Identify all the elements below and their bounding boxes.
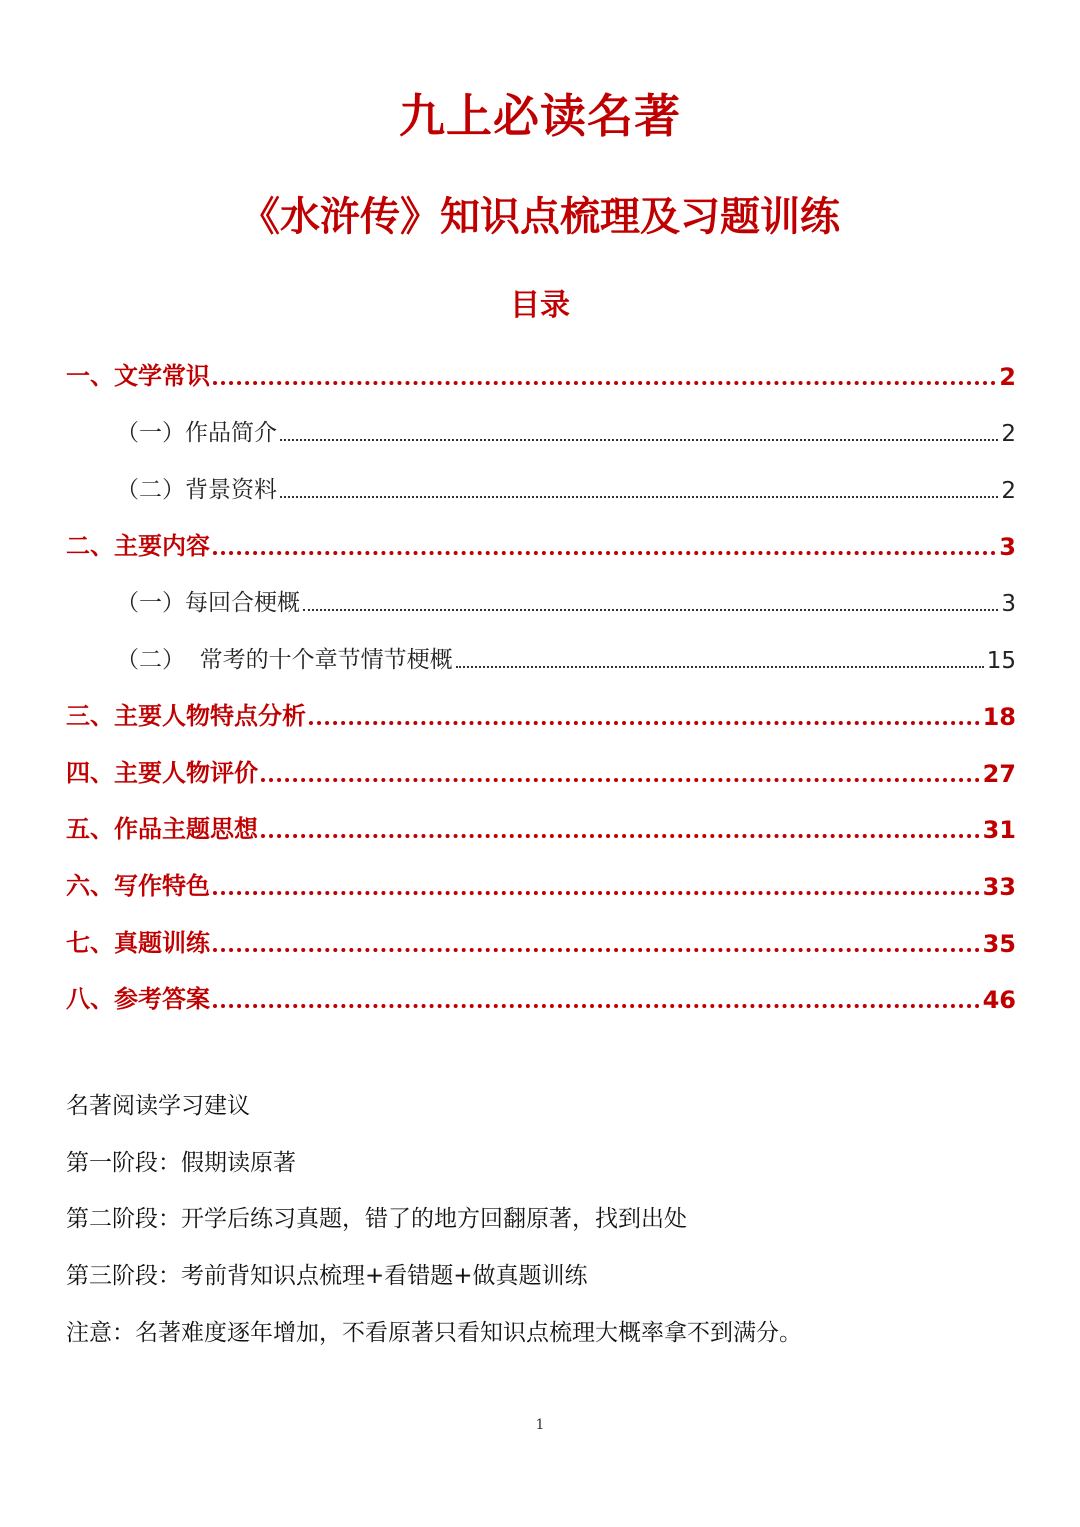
toc-leader-dots bbox=[261, 778, 980, 782]
toc-entry-label: 八、参考答案 bbox=[66, 985, 210, 1014]
toc-leader-dots bbox=[213, 551, 996, 555]
toc-entry-label: 六、写作特色 bbox=[66, 871, 210, 900]
document-title: 九上必读名著 bbox=[399, 89, 681, 143]
toc-entry[interactable] bbox=[66, 686, 1016, 743]
toc-leader-dots bbox=[456, 666, 984, 668]
toc-entry-page: 2 bbox=[1001, 421, 1016, 448]
toc-entry-page: 33 bbox=[982, 872, 1016, 901]
toc-entry-label: 五、作品主题思想 bbox=[66, 815, 258, 844]
toc-entry[interactable] bbox=[66, 346, 1016, 403]
toc-leader-dots bbox=[280, 439, 998, 441]
toc-entry-label: 三、主要人物特点分析 bbox=[66, 701, 306, 730]
advice-line: 注意：名著难度逐年增加，不看原著只看知识点梳理大概率拿不到满分。 bbox=[66, 1319, 802, 1346]
toc-entry-label: 二、主要内容 bbox=[66, 531, 210, 560]
toc-leader-dots bbox=[213, 948, 980, 952]
toc-leader-dots bbox=[303, 609, 998, 611]
toc-entry-label: （二） 常考的十个章节情节梗概 bbox=[116, 647, 453, 674]
toc-leader-dots bbox=[261, 834, 980, 838]
toc-entry[interactable] bbox=[66, 573, 1016, 630]
toc-entry[interactable] bbox=[66, 970, 1016, 1027]
document-subtitle: 《水浒传》知识点梳理及习题训练 bbox=[240, 194, 840, 240]
toc-entry-label: 四、主要人物评价 bbox=[66, 758, 258, 787]
toc-entry[interactable] bbox=[66, 459, 1016, 516]
toc-entry[interactable] bbox=[66, 913, 1016, 970]
toc-leader-dots bbox=[213, 891, 980, 895]
toc-heading: 目录 bbox=[510, 288, 570, 323]
toc-entry[interactable] bbox=[66, 403, 1016, 460]
toc-entry-page: 27 bbox=[982, 759, 1016, 788]
toc-entry-page: 18 bbox=[982, 702, 1016, 731]
toc-entry[interactable] bbox=[66, 800, 1016, 857]
toc-entry-page: 31 bbox=[982, 816, 1016, 845]
advice-line: 第二阶段：开学后练习真题，错了的地方回翻原著，找到出处 bbox=[66, 1206, 687, 1233]
toc-entry[interactable] bbox=[66, 743, 1016, 800]
study-advice bbox=[66, 1083, 1016, 1366]
table-of-contents bbox=[66, 346, 1016, 1026]
advice-heading: 名著阅读学习建议 bbox=[66, 1093, 250, 1119]
toc-entry[interactable] bbox=[66, 629, 1016, 686]
toc-leader-dots bbox=[213, 381, 996, 385]
page-number: 1 bbox=[535, 1417, 545, 1433]
toc-entry-page: 46 bbox=[982, 986, 1016, 1015]
toc-entry[interactable] bbox=[66, 856, 1016, 913]
toc-entry-page: 2 bbox=[1001, 478, 1016, 505]
toc-entry-label: （一）作品简介 bbox=[116, 420, 277, 447]
toc-entry-label: 一、文学常识 bbox=[66, 361, 210, 390]
toc-leader-dots bbox=[309, 721, 980, 725]
toc-entry-page: 35 bbox=[982, 929, 1016, 958]
toc-entry[interactable] bbox=[66, 516, 1016, 573]
toc-entry-label: 七、真题训练 bbox=[66, 928, 210, 957]
toc-entry-page: 3 bbox=[1001, 591, 1016, 618]
toc-leader-dots bbox=[280, 496, 998, 498]
toc-leader-dots bbox=[213, 1004, 980, 1008]
toc-entry-page: 15 bbox=[986, 648, 1016, 675]
toc-entry-page: 3 bbox=[999, 532, 1016, 561]
toc-entry-label: （二）背景资料 bbox=[116, 477, 277, 504]
toc-entry-page: 2 bbox=[999, 362, 1016, 391]
advice-line: 第三阶段：考前背知识点梳理+看错题+做真题训练 bbox=[66, 1263, 588, 1290]
advice-line: 第一阶段：假期读原著 bbox=[66, 1149, 296, 1176]
toc-entry-label: （一）每回合梗概 bbox=[116, 590, 300, 617]
